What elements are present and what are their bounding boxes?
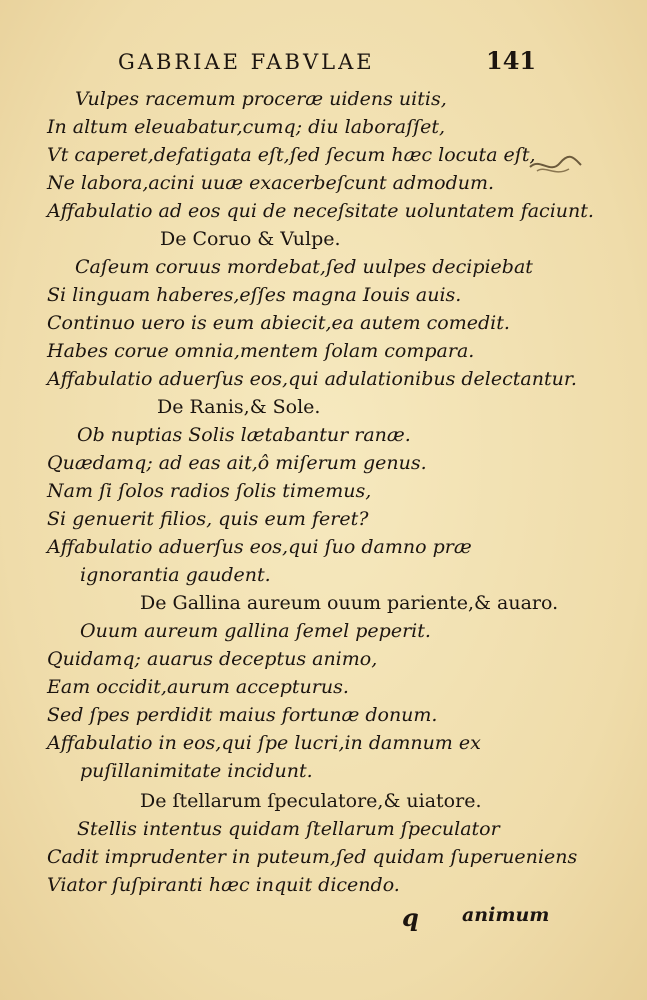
text-line: Nam ſi ſolos radios ſolis timemus,: [47, 480, 372, 502]
text-line: puſillanimitate incidunt.: [80, 760, 313, 782]
marginal-flourish-icon: [525, 145, 585, 185]
text-line: Si genuerit filios, quis eum feret?: [47, 508, 369, 530]
text-line: Stellis intentus quidam ſtellarum ſpeculator: [77, 818, 500, 840]
text-line: ignorantia gaudent.: [80, 564, 271, 586]
text-line: Ne labora,acini uuæ exacerbeſcunt admodum.: [47, 172, 495, 194]
text-line: Sed ſpes perdidit maius fortunæ donum.: [47, 704, 438, 726]
fable-heading: De Gallina aureum ouum pariente,& auaro.: [140, 592, 559, 614]
text-line: Viator ſuſpiranti hæc inquit dicendo.: [47, 874, 400, 896]
text-line: Ouum aureum gallina ſemel peperit.: [80, 620, 431, 642]
text-line: Si linguam haberes,eſſes magna Iouis auis.: [47, 284, 462, 306]
catchword: animum: [462, 904, 550, 926]
folio-number: 141: [486, 46, 537, 75]
text-line: Quædamq; ad eas ait,ô miſerum genus.: [47, 452, 427, 474]
fable-heading: De Coruo & Vulpe.: [160, 228, 341, 250]
running-header: [118, 46, 558, 80]
text-line: Vulpes racemum proceræ uidens uitis,: [75, 88, 447, 110]
text-line: Continuo uero is eum abiecit,ea autem comedit.: [47, 312, 510, 334]
signature-mark: q: [402, 903, 419, 932]
text-line: In altum eleuabatur,cumq; diu laboraſſet,: [47, 116, 446, 138]
fable-heading: De Ranis,& Sole.: [157, 396, 321, 418]
text-line: Eam occidit,aurum accepturus.: [47, 676, 349, 698]
text-line: Cadit imprudenter in puteum,ſed quidam ſuperueniens: [47, 846, 578, 868]
text-line: Vt caperet,defatigata eſt,ſed ſecum hæc locuta eſt,: [47, 144, 536, 166]
text-line: Caſeum coruus mordebat,ſed uulpes decipiebat: [75, 256, 533, 278]
text-line: Habes corue omnia,mentem ſolam compara.: [47, 340, 475, 362]
text-line: Affabulatio aduerſus eos,qui ſuo damno præ: [47, 536, 472, 558]
running-title: GABRIAE FABVLAE: [118, 50, 375, 74]
text-line: Affabulatio in eos,qui ſpe lucri,in damnum ex: [47, 732, 481, 754]
fable-heading: De ſtellarum ſpeculatore,& uiatore.: [140, 790, 482, 812]
text-line: Affabulatio ad eos qui de neceſsitate uoluntatem faciunt.: [47, 200, 594, 222]
text-line: Quidamq; auarus deceptus animo,: [47, 648, 378, 670]
text-line: Affabulatio aduerſus eos,qui adulationibus delectantur.: [47, 368, 577, 390]
text-line: Ob nuptias Solis lætabantur ranæ.: [77, 424, 411, 446]
